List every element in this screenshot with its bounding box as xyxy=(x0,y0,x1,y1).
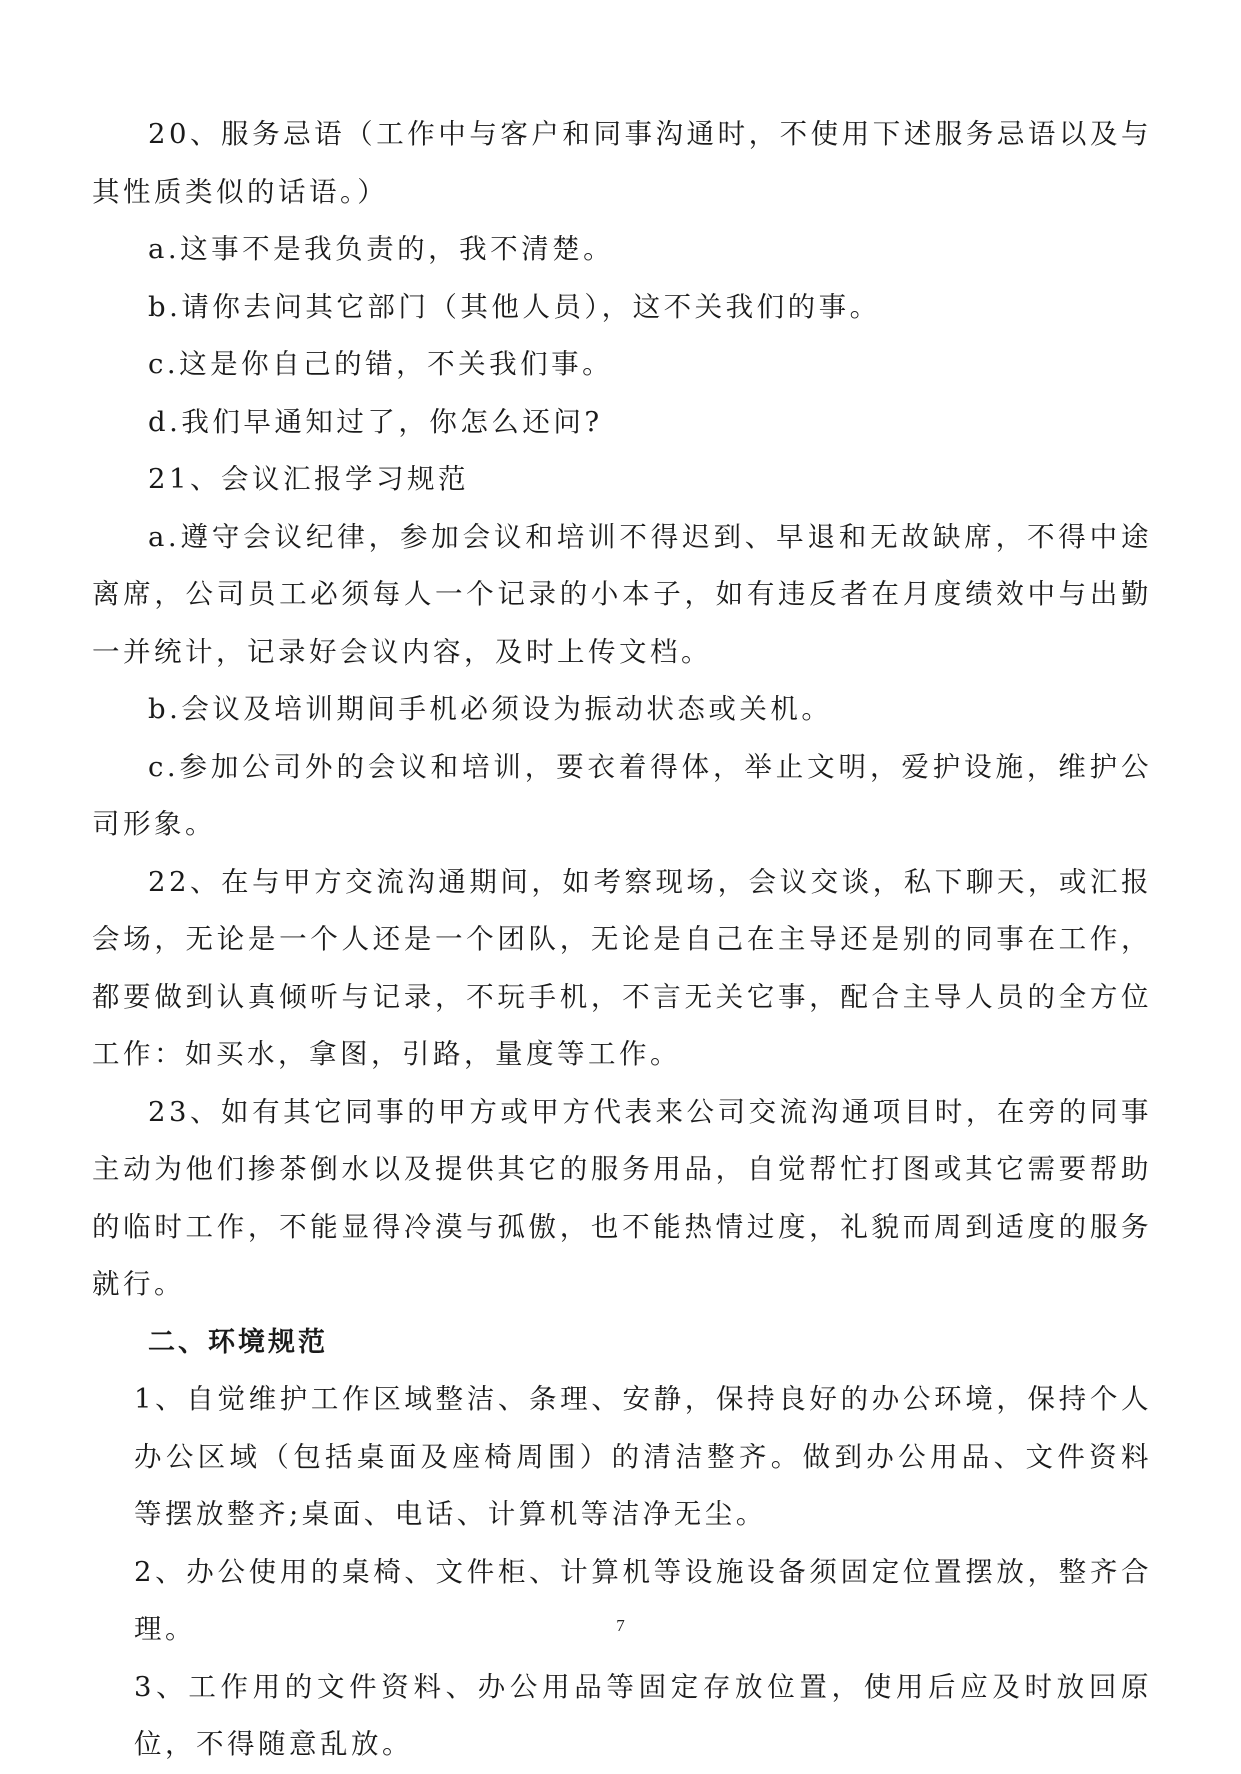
paragraph-20-service-taboo: 20、服务忌语（工作中与客户和同事沟通时，不使用下述服务忌语以及与其性质类似的话语。） xyxy=(92,118,1152,208)
meeting-rule-c: c.参加公司外的会议和培训，要衣着得体，举止文明，爱护设施，维护公司形象。 xyxy=(92,750,1152,840)
taboo-item-b: b.请你去问其它部门（其他人员），这不关我们的事。 xyxy=(148,290,881,323)
meeting-rule-b: b.会议及培训期间手机必须设为振动状态或关机。 xyxy=(148,693,833,725)
environment-item-3: 3、工作用的文件资料、办公用品等固定存放位置，使用后应及时放回原位，不得随意乱放。 xyxy=(134,1670,1152,1760)
environment-item-2: 2、办公使用的桌椅、文件柜、计算机等设施设备须固定位置摆放，整齐合理。 xyxy=(134,1555,1152,1645)
page-number: 7 xyxy=(616,1616,625,1635)
taboo-item-a: a.这事不是我负责的，我不清楚。 xyxy=(148,233,615,265)
paragraph-22-client-communication: 22、在与甲方交流沟通期间，如考察现场，会议交谈，私下聊天，或汇报会场，无论是一个人还是一个团队，无论是自己在主导还是别的同事在工作，都要做到认真倾听与记录，不玩手机，不言无关它事，配合主导人员的全方位工作：如买水，拿图，引路，量度等工作。 xyxy=(92,865,1152,1070)
document-body xyxy=(92,106,1152,1774)
meeting-rule-a: a.遵守会议纪律，参加会议和培训不得迟到、早退和无故缺席，不得中途离席，公司员工必须每人一个记录的小本子，如有违反者在月度绩效中与出勤一并统计，记录好会议内容，及时上传文档。 xyxy=(92,520,1152,668)
paragraph-23-visitor-service: 23、如有其它同事的甲方或甲方代表来公司交流沟通项目时，在旁的同事主动为他们掺茶倒水以及提供其它的服务用品，自觉帮忙打图或其它需要帮助的临时工作，不能显得冷漠与孤傲，也不能热情过度，礼貌而周到适度的服务就行。 xyxy=(92,1095,1152,1300)
taboo-item-c: c.这是你自己的错，不关我们事。 xyxy=(148,348,614,380)
paragraph-21-meeting-rules: 21、会议汇报学习规范 xyxy=(148,463,469,495)
section-heading-environment: 二、环境规范 xyxy=(148,1326,328,1358)
taboo-item-d: d.我们早通知过了，你怎么还问? xyxy=(148,405,603,438)
environment-item-1: 1、自觉维护工作区域整洁、条理、安静，保持良好的办公环境，保持个人办公区域（包括桌面及座椅周围）的清洁整齐。做到办公用品、文件资料等摆放整齐;桌面、电话、计算机等洁净无尘。 xyxy=(134,1383,1152,1530)
